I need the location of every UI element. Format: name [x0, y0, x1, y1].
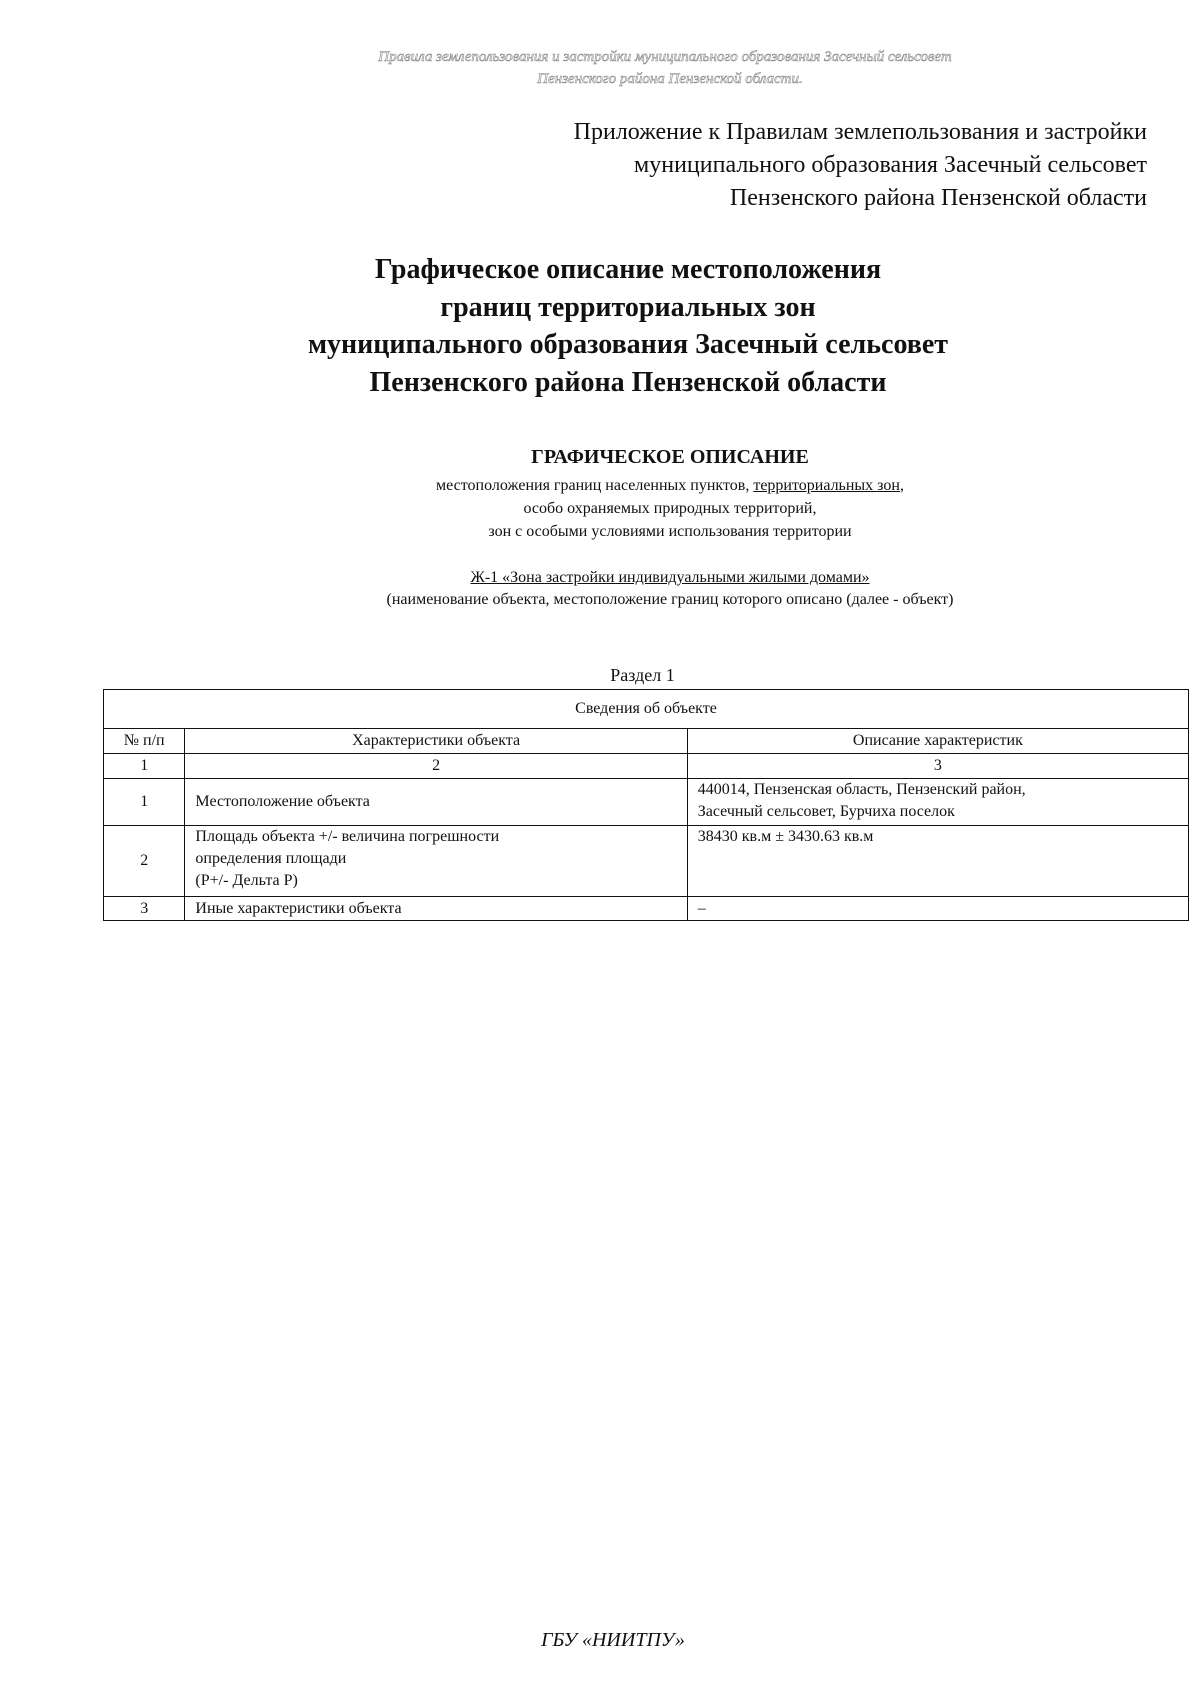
title-line: муниципального образования Засечный сельсовет [307, 329, 949, 360]
row-number-cell: 3 [104, 897, 185, 921]
cell-line: Засечный сельсовет, Бурчиха поселок [697, 803, 955, 820]
table-header-cell: Характеристики объекта [185, 729, 687, 754]
running-header-line: Правила землепользования и застройки муниципального образования Засечный сельсовет [378, 49, 952, 65]
cell-line: Иные характеристики объекта [195, 899, 402, 917]
table-row [104, 897, 1189, 921]
table-caption: Сведения об объекте [104, 690, 1189, 729]
cell-line: 38430 кв.м ± 3430.63 кв.м [697, 828, 874, 845]
subtitle-text: , [899, 477, 904, 494]
table-row [104, 826, 1189, 897]
subtitle-line: особо охраняемых природных территорий, [523, 500, 817, 517]
subtitle-line [170, 474, 1170, 497]
column-number-cell: 1 [104, 754, 185, 779]
cell-line: Местоположение объекта [195, 793, 370, 810]
cell-line: Площадь объекта +/- величина погрешности [195, 828, 500, 845]
document-title [128, 251, 1128, 401]
object-name [170, 567, 1170, 589]
section-subtitle [170, 474, 1170, 543]
description-cell [687, 897, 1188, 921]
running-header [0, 46, 1200, 90]
appendix-line: Приложение к Правилам землепользования и застройки [573, 119, 1147, 145]
running-header-line: Пензенского района Пензенской области. [537, 71, 803, 87]
object-info-table [103, 689, 1189, 921]
section-label: Раздел 1 [610, 665, 675, 685]
characteristic-cell [185, 897, 687, 921]
cell-line: (P+/- Дельта P) [195, 872, 298, 889]
title-line: границ территориальных зон [440, 291, 816, 323]
subtitle-text: местоположения границ населенных пунктов, [436, 477, 754, 494]
cell-line: определения площади [195, 850, 347, 867]
column-number-cell: 3 [687, 754, 1188, 779]
characteristic-cell [185, 826, 687, 897]
page-footer: ГБУ «НИИТПУ» [541, 1629, 685, 1651]
appendix-note [347, 116, 1147, 215]
title-line: Графическое описание местоположения [374, 254, 882, 285]
row-number-cell: 1 [104, 779, 185, 826]
subtitle-line: зон с особыми условиями использования территории [488, 523, 852, 540]
object-caption: (наименование объекта, местоположение границ которого описано (далее - объект) [386, 591, 954, 608]
characteristic-cell [185, 779, 687, 826]
cell-line: 440014, Пензенская область, Пензенский район, [697, 781, 1026, 798]
appendix-line: Пензенского района Пензенской области [729, 185, 1147, 211]
table-header-cell: Описание характеристик [687, 729, 1188, 754]
row-number-cell: 2 [104, 826, 185, 897]
section-heading: ГРАФИЧЕСКОЕ ОПИСАНИЕ [531, 446, 809, 468]
appendix-line: муниципального образования Засечный сельсовет [634, 152, 1147, 178]
title-line: Пензенского района Пензенской области [369, 366, 887, 398]
table-row [104, 779, 1189, 826]
description-cell [687, 826, 1188, 897]
column-number-cell: 2 [185, 754, 687, 779]
subtitle-underlined-text: территориальных зон [753, 477, 900, 494]
table-header-cell: № п/п [104, 729, 185, 754]
description-cell [687, 779, 1188, 826]
object-name-text: Ж-1 «Зона застройки индивидуальными жилыми домами» [470, 569, 870, 586]
cell-line: – [697, 899, 706, 917]
